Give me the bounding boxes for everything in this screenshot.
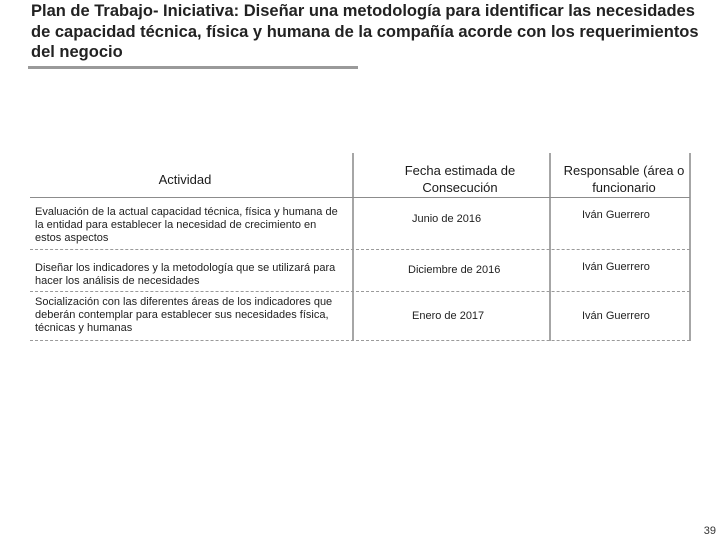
- table-row-2-owner: Iván Guerrero: [582, 261, 650, 273]
- table-row-1-owner: Iván Guerrero: [582, 209, 650, 221]
- slide-title: Plan de Trabajo- Iniciativa: Diseñar una metodología para identificar las necesidades de capacidad técnica, física y humana de la compañía acorde con los requerimientos del negocio: [31, 2, 699, 61]
- row-divider-3: [30, 340, 690, 341]
- table-row-2-date: Diciembre de 2016: [408, 264, 501, 276]
- title-underline: [28, 66, 358, 69]
- column-divider-2: [549, 153, 551, 341]
- header-owner: Responsable (área o funcionario: [563, 163, 685, 195]
- column-divider-1: [352, 153, 354, 341]
- table-row-3-owner: Iván Guerrero: [582, 310, 650, 322]
- table-row-3-date: Enero de 2017: [412, 310, 485, 322]
- row-divider-1: [30, 249, 690, 250]
- header-activity: Actividad: [158, 172, 212, 187]
- page-number: 39: [703, 525, 716, 537]
- table-row-2-activity: Diseñar los indicadores y la metodología que se utilizará para hacer los análisis de necesidades: [35, 262, 336, 287]
- header-date: Fecha estimada de Consecución: [404, 163, 516, 195]
- header-rule: [30, 197, 690, 198]
- row-divider-2: [30, 291, 690, 292]
- table-row-1-activity: Evaluación de la actual capacidad técnica, física y humana de la entidad para establecer la necesidad de crecimiento en estos aspectos: [35, 206, 338, 244]
- table-row-3-activity: Socialización con las diferentes áreas de los indicadores que deberán contemplar para establecer sus necesidades física, técnicas y humanas: [35, 296, 333, 334]
- table-row-1-date: Junio de 2016: [412, 213, 482, 225]
